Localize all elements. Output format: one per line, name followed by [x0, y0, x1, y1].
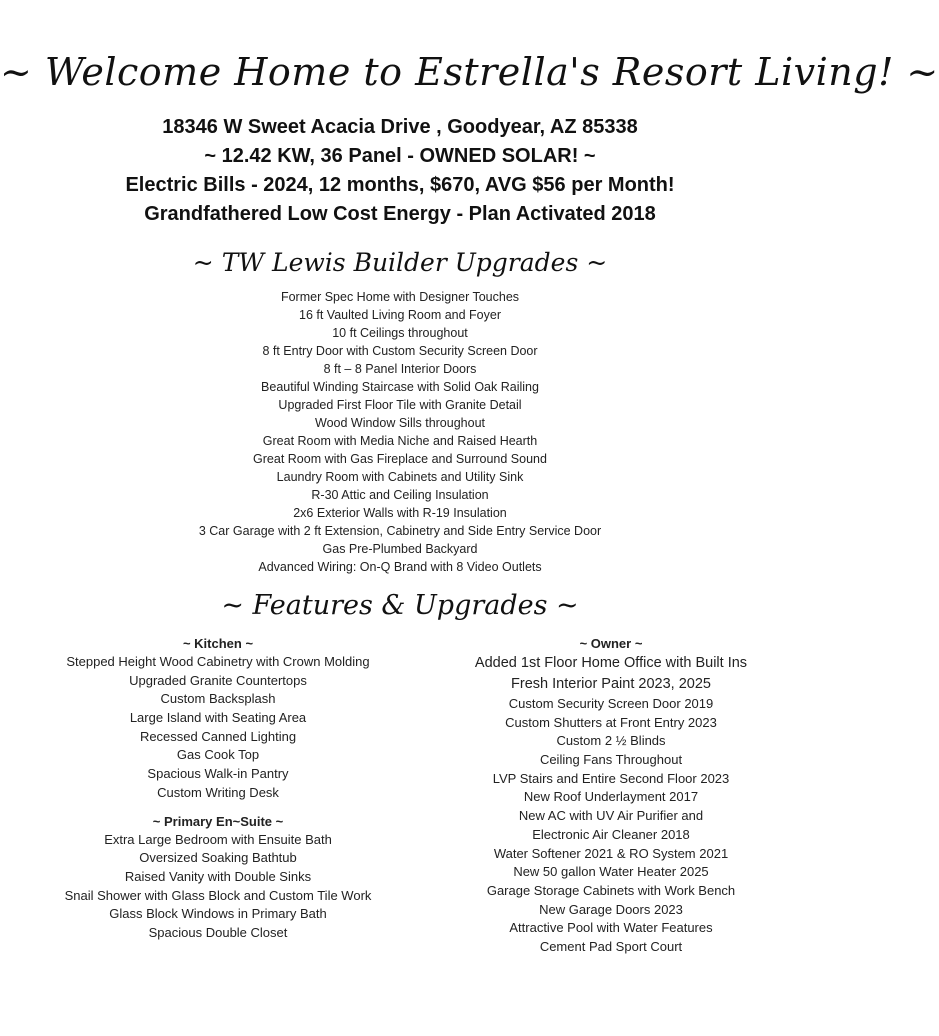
electric-bills-line: Electric Bills - 2024, 12 months, $670, AVG $56 per Month! — [125, 174, 675, 196]
page-title: ~ Welcome Home to Estrella's Resort Living! ~ — [0, 50, 939, 94]
list-item: Upgraded Granite Countertops — [129, 672, 307, 688]
list-item: Extra Large Bedroom with Ensuite Bath — [104, 831, 332, 847]
list-item: Great Room with Gas Fireplace and Surround Sound — [253, 452, 547, 466]
kitchen-heading: ~ Kitchen ~ — [182, 636, 254, 651]
list-item: 10 ft Ceilings throughout — [332, 326, 468, 340]
list-item: Spacious Walk-in Pantry — [147, 766, 289, 782]
address-line: 18346 W Sweet Acacia Drive , Goodyear, AZ 85338 — [162, 116, 638, 138]
list-item: 8 ft – 8 Panel Interior Doors — [323, 362, 477, 376]
owner-heading: ~ Owner ~ — [579, 636, 643, 651]
list-item: Gas Cook Top — [176, 747, 260, 763]
list-item: Garage Storage Cabinets with Work Bench — [486, 882, 736, 898]
features-upgrades-title: ~ Features & Upgrades ~ — [221, 590, 579, 621]
list-item: Wood Window Sills throughout — [315, 416, 485, 430]
list-item: Oversized Soaking Bathtub — [139, 850, 297, 866]
list-item: Spacious Double Closet — [148, 924, 288, 940]
builder-upgrades-list — [0, 288, 800, 576]
section-spacer — [38, 803, 398, 813]
list-item: New AC with UV Air Purifier and — [518, 808, 704, 824]
list-item: Laundry Room with Cabinets and Utility Sink — [276, 470, 524, 484]
list-item: Upgraded First Floor Tile with Granite Detail — [278, 398, 522, 412]
list-item: Gas Pre-Plumbed Backyard — [322, 542, 478, 556]
list-item: Great Room with Media Niche and Raised Hearth — [262, 434, 538, 448]
list-item: Stepped Height Wood Cabinetry with Crown Molding — [66, 654, 370, 669]
list-item: Electronic Air Cleaner 2018 — [532, 826, 690, 842]
solar-line: ~ 12.42 KW, 36 Panel - OWNED SOLAR! ~ — [204, 145, 596, 167]
list-item: 3 Car Garage with 2 ft Extension, Cabinetry and Side Entry Service Door — [198, 524, 602, 538]
list-item: New Garage Doors 2023 — [539, 901, 683, 917]
list-item: Water Softener 2021 & RO System 2021 — [493, 845, 729, 861]
list-item: Custom Security Screen Door 2019 — [508, 696, 714, 711]
list-item: New Roof Underlayment 2017 — [523, 789, 699, 805]
primary-suite-heading: ~ Primary En~Suite ~ — [152, 813, 284, 829]
list-item: Glass Block Windows in Primary Bath — [109, 906, 327, 922]
features-right-column — [440, 635, 782, 957]
list-item: Cement Pad Sport Court — [539, 938, 683, 954]
list-item: Ceiling Fans Throughout — [539, 752, 683, 768]
list-item: Recessed Canned Lighting — [139, 728, 297, 744]
list-item: Raised Vanity with Double Sinks — [124, 868, 312, 884]
list-item: 2x6 Exterior Walls with R-19 Insulation — [293, 506, 507, 520]
list-item: Custom Shutters at Front Entry 2023 — [505, 714, 717, 730]
builder-upgrades-title: ~ TW Lewis Builder Upgrades ~ — [192, 248, 608, 277]
list-item: Fresh Interior Paint 2023, 2025 — [511, 676, 711, 692]
list-item: 16 ft Vaulted Living Room and Foyer — [299, 308, 501, 322]
list-item: LVP Stairs and Entire Second Floor 2023 — [492, 770, 730, 786]
list-item: 8 ft Entry Door with Custom Security Screen Door — [262, 344, 538, 358]
list-item: Advanced Wiring: On-Q Brand with 8 Video Outlets — [258, 560, 542, 574]
list-item: Former Spec Home with Designer Touches — [280, 290, 520, 304]
list-item: New 50 gallon Water Heater 2025 — [513, 864, 709, 880]
list-item: Custom 2 ½ Blinds — [556, 733, 666, 749]
list-item: Added 1st Floor Home Office with Built Ins — [474, 655, 748, 671]
property-header — [0, 113, 800, 229]
list-item: Large Island with Seating Area — [129, 710, 307, 726]
list-item: R-30 Attic and Ceiling Insulation — [311, 488, 489, 502]
list-item: Snail Shower with Glass Block and Custom Tile Work — [64, 887, 372, 903]
list-item: Custom Backsplash — [160, 691, 276, 707]
list-item: Custom Writing Desk — [157, 784, 279, 800]
energy-plan-line: Grandfathered Low Cost Energy - Plan Activated 2018 — [144, 203, 656, 225]
list-item: Beautiful Winding Staircase with Solid Oak Railing — [261, 380, 539, 394]
list-item: Attractive Pool with Water Features — [509, 920, 713, 936]
features-left-column — [38, 635, 398, 943]
